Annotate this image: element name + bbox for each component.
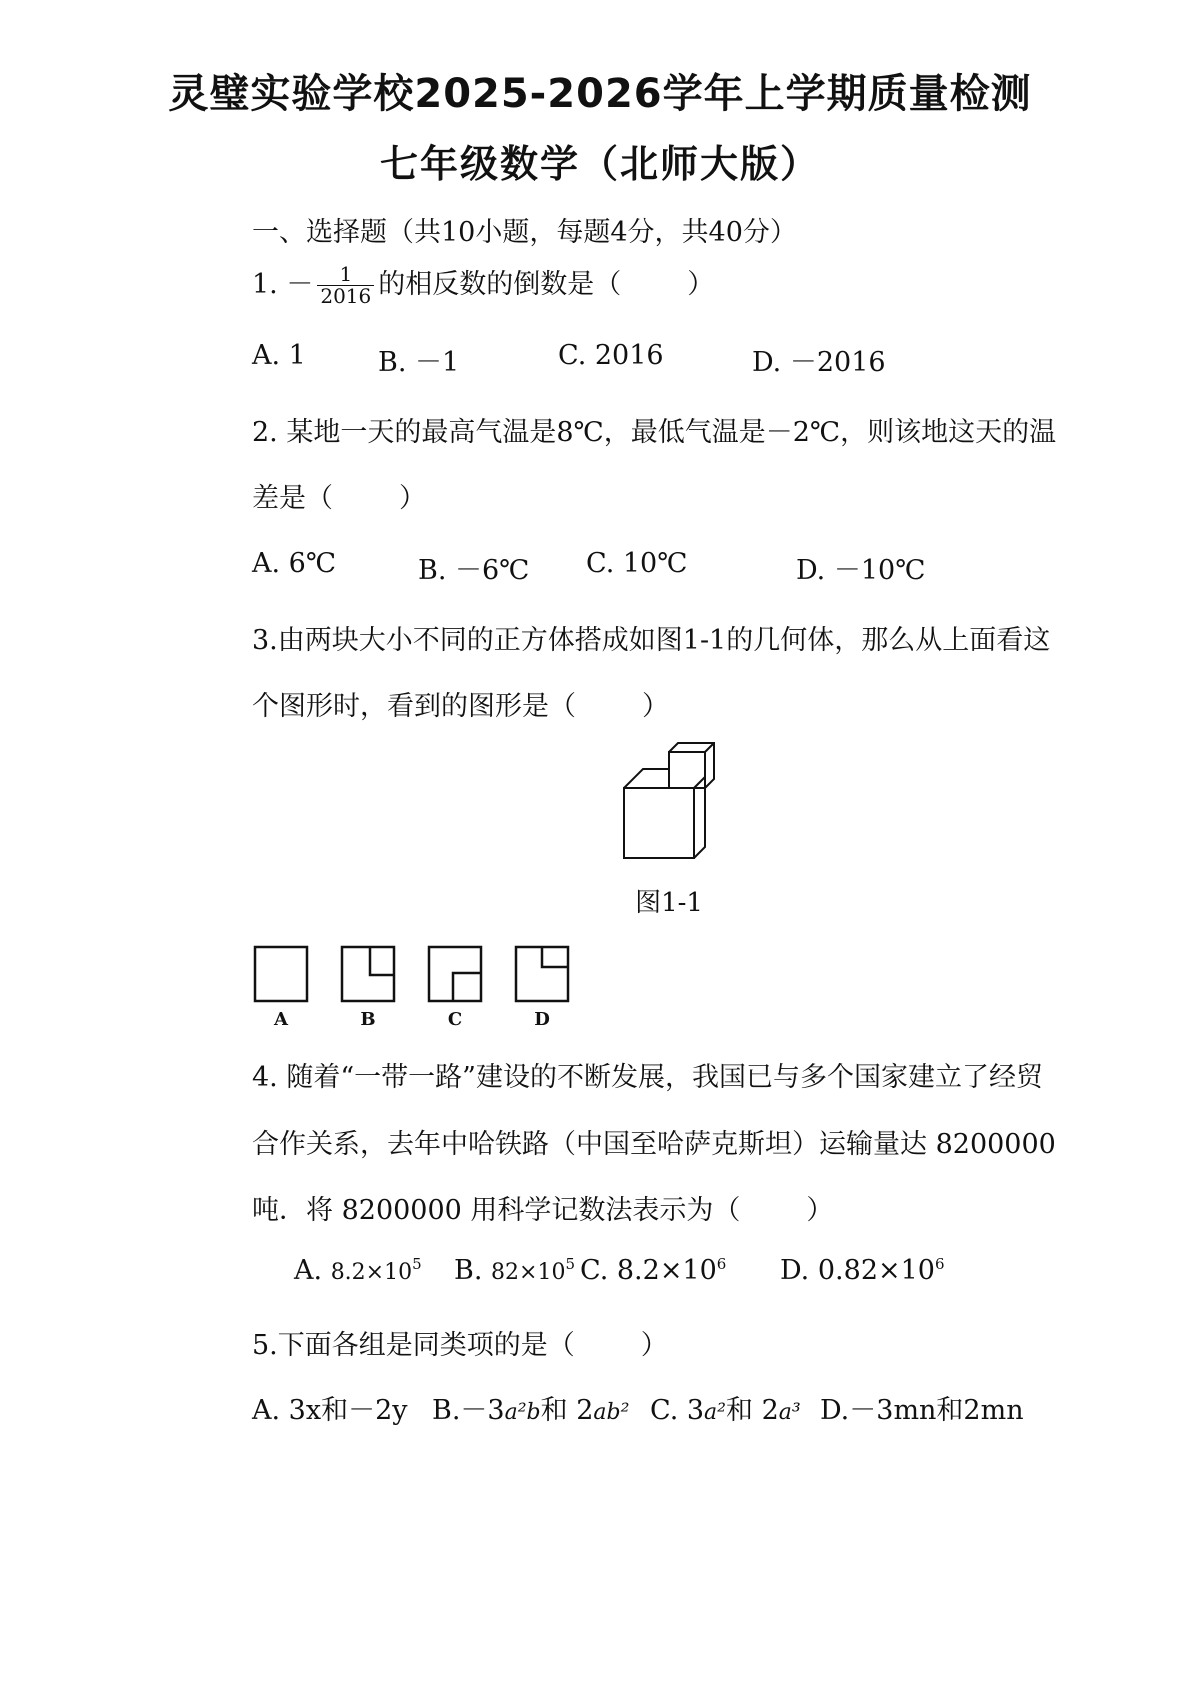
option-value: 8.2×10 — [616, 1255, 717, 1286]
fraction-numerator: 1 — [317, 264, 374, 286]
option-label: A. — [294, 1255, 323, 1286]
q1-option-c[interactable]: C. 2016 — [558, 340, 664, 371]
q5-option-b[interactable] — [432, 1388, 629, 1427]
choice-b-drawing[interactable] — [340, 945, 396, 1005]
paren-close: ） — [687, 269, 715, 300]
option-term: a³ — [778, 1400, 801, 1425]
question-4-line-3 — [252, 1188, 833, 1227]
q4-option-d[interactable] — [780, 1255, 945, 1286]
q2-option-d[interactable]: D. －10℃ — [796, 555, 926, 586]
option-label: C. — [580, 1255, 609, 1286]
q5-option-c[interactable] — [650, 1388, 801, 1427]
question-5 — [252, 1323, 668, 1362]
option-text: 和 2 — [540, 1395, 594, 1426]
option-text: C. 3 — [650, 1395, 705, 1426]
option-exponent: 5 — [412, 1255, 422, 1273]
option-label: D. — [780, 1255, 810, 1286]
choice-label-c: C — [447, 1009, 463, 1030]
question-3-line-2 — [252, 684, 669, 723]
choice-c-drawing[interactable] — [427, 945, 483, 1005]
question-text: 5.下面各组是同类项的是（ — [252, 1330, 575, 1361]
choice-d-drawing[interactable] — [514, 945, 570, 1005]
choice-label-b: B — [360, 1009, 376, 1030]
question-4-line-1: 4. 随着“一带一路”建设的不断发展，我国已与多个国家建立了经贸 — [252, 1062, 1043, 1093]
fraction-denominator: 2016 — [320, 284, 372, 308]
q2-option-b[interactable]: B. －6℃ — [418, 555, 530, 586]
option-exponent: 5 — [565, 1255, 575, 1273]
choice-label-d: D — [534, 1009, 550, 1030]
q5-option-d[interactable]: D.－3mn和2mn — [820, 1395, 1024, 1426]
question-text: 吨．将 8200000 用科学记数法表示为（ — [252, 1195, 741, 1226]
question-2-line-1: 2. 某地一天的最高气温是8℃，最低气温是－2℃，则该地这天的温 — [252, 417, 1057, 448]
option-term: ab² — [593, 1400, 630, 1425]
paren-close: ） — [806, 1195, 834, 1226]
q2-option-c[interactable]: C. 10℃ — [586, 548, 688, 579]
option-value: 0.82×10 — [817, 1255, 935, 1286]
question-3-line-1: 3.由两块大小不同的正方体搭成如图1-1的几何体，那么从上面看这 — [252, 625, 1051, 656]
option-label: B. — [454, 1255, 483, 1286]
choice-a-drawing[interactable] — [253, 945, 309, 1005]
paren-close: ） — [642, 691, 669, 722]
section-heading: 一、选择题（共10小题，每题4分，共40分） — [252, 217, 797, 248]
question-2-line-2 — [252, 476, 426, 515]
option-term: a² — [704, 1400, 726, 1425]
option-exponent: 6 — [716, 1255, 727, 1273]
option-exponent: 6 — [934, 1255, 945, 1273]
exam-title: 灵璧实验学校2025-2026学年上学期质量检测 — [168, 71, 1032, 117]
q1-option-b[interactable]: B. －1 — [378, 347, 460, 378]
question-1 — [252, 262, 714, 307]
q1-option-a[interactable]: A. 1 — [252, 340, 306, 371]
option-term: a²b — [504, 1400, 541, 1425]
paren-close: ） — [399, 483, 426, 514]
exam-subtitle: 七年级数学（北师大版） — [379, 142, 820, 186]
question-text: 差是（ — [252, 483, 333, 514]
question-number: 1. — [252, 269, 278, 300]
option-text: B.－3 — [432, 1395, 505, 1426]
minus-sign: － — [286, 269, 314, 300]
option-value: 82×10 — [491, 1260, 566, 1285]
q2-option-a[interactable]: A. 6℃ — [252, 548, 337, 579]
q4-option-c[interactable] — [580, 1255, 726, 1286]
q4-option-b[interactable] — [454, 1255, 575, 1286]
question-text: 个图形时，看到的图形是（ — [252, 691, 576, 722]
question-text: 的相反数的倒数是（ — [378, 269, 622, 300]
question-4-line-2: 合作关系，去年中哈铁路（中国至哈萨克斯坦）运输量达 8200000 — [252, 1129, 1056, 1160]
choice-label-a: A — [274, 1009, 288, 1030]
q1-option-d[interactable]: D. －2016 — [752, 347, 886, 378]
cube-figure — [610, 735, 720, 870]
paren-close: ） — [640, 1330, 668, 1361]
fraction — [317, 264, 374, 307]
figure-caption: 图1-1 — [635, 888, 703, 918]
option-text: 和 2 — [725, 1395, 779, 1426]
option-value: 8.2×10 — [330, 1260, 413, 1285]
q5-option-a[interactable]: A. 3x和－2y — [252, 1395, 408, 1426]
q4-option-a[interactable] — [294, 1255, 422, 1286]
